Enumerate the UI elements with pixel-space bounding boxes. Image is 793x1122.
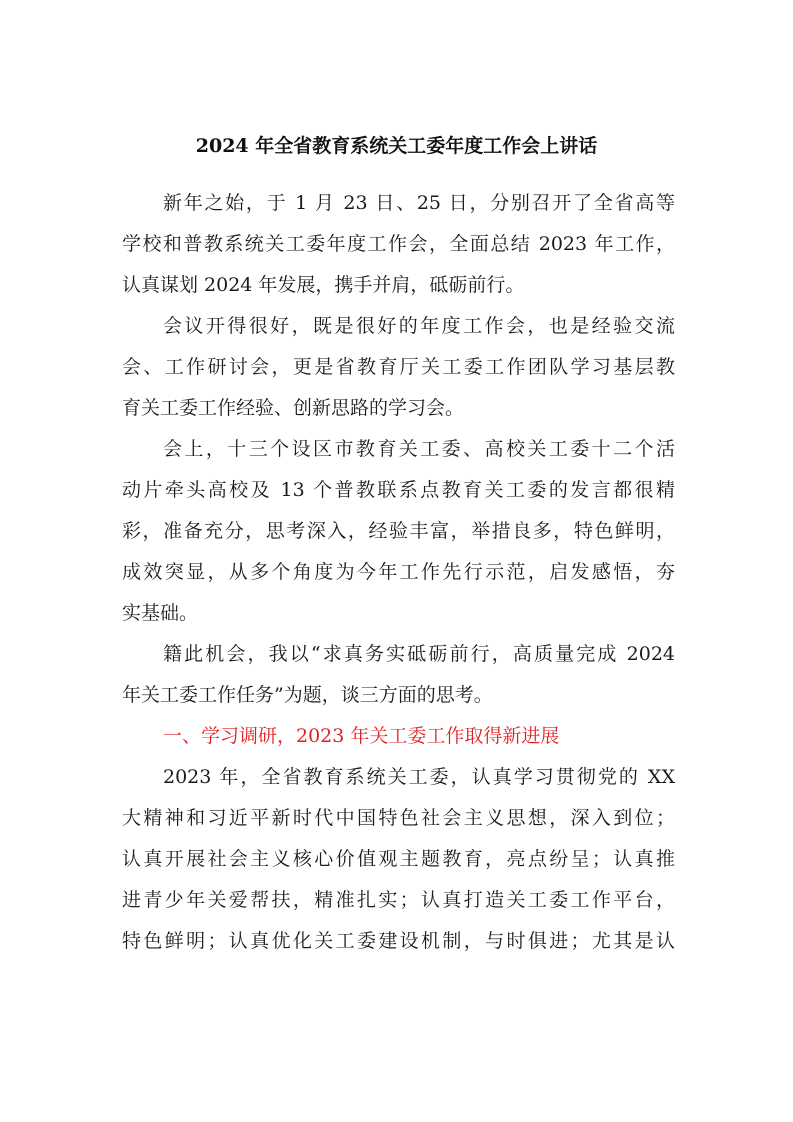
paragraph-line: 动片牵头高校及 13 个普教联系点教育关工委的发言都很精 <box>122 479 675 501</box>
paragraph-line: 年关工委工作任务”为题，谈三方面的思考。 <box>122 684 493 706</box>
paragraph-line: 大精神和习近平新时代中国特色社会主义思想，深入到位； <box>122 807 675 829</box>
paragraph-line: 彩，准备充分，思考深入，经验丰富，举措良多，特色鲜明， <box>122 520 675 542</box>
paragraph-line: 会上，十三个设区市教育关工委、高校关工委十二个活 <box>163 438 675 460</box>
paragraph-line: 2023 年，全省教育系统关工委，认真学习贯彻党的 XX <box>163 766 675 788</box>
paragraph-line: 新年之始，于 1 月 23 日、25 日，分别召开了全省高等 <box>163 192 675 214</box>
section-heading: 一、学习调研，2023 年关工委工作取得新进展 <box>163 725 560 747</box>
paragraph-line: 会议开得很好，既是很好的年度工作会，也是经验交流 <box>163 315 675 337</box>
paragraph-line: 籍此机会，我以“求真务实砥砺前行，高质量完成 2024 <box>163 643 675 665</box>
paragraph-line: 认真开展社会主义核心价值观主题教育，亮点纷呈；认真推 <box>122 848 675 870</box>
paragraph-line: 特色鲜明；认真优化关工委建设机制，与时俱进；尤其是认 <box>122 930 675 952</box>
paragraph-line: 成效突显，从多个角度为今年工作先行示范，启发感悟，夯 <box>122 561 675 583</box>
paragraph-line: 会、工作研讨会，更是省教育厅关工委工作团队学习基层教 <box>122 356 675 378</box>
paragraph-line: 进青少年关爱帮扶，精准扎实；认真打造关工委工作平台， <box>122 889 675 911</box>
document-title: 2024 年全省教育系统关工委年度工作会上讲话 <box>195 135 598 157</box>
paragraph-line: 学校和普教系统关工委年度工作会，全面总结 2023 年工作， <box>122 233 675 255</box>
paragraph-line: 育关工委工作经验、创新思路的学习会。 <box>122 397 465 419</box>
paragraph-line: 认真谋划 2024 年发展，携手并肩，砥砺前行。 <box>122 274 525 296</box>
paragraph-line: 实基础。 <box>122 602 199 624</box>
